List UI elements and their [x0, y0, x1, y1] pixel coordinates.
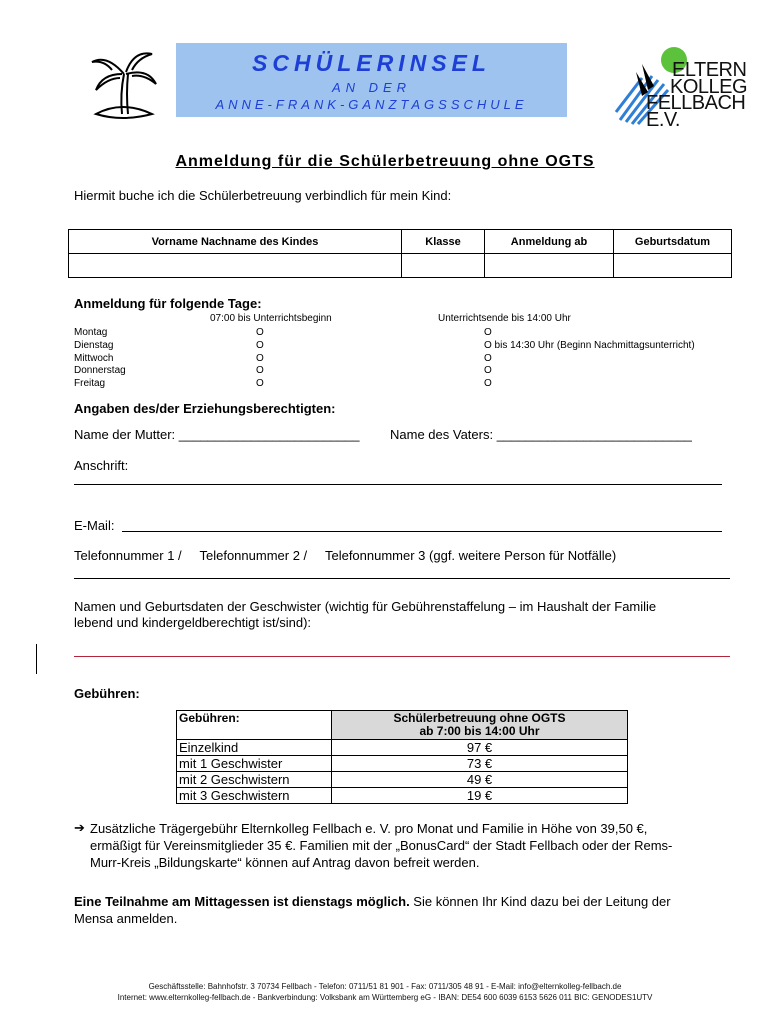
col1-header: 07:00 bis Unterrichtsbeginn [210, 313, 332, 324]
fee-label: mit 3 Geschwistern [177, 788, 332, 804]
col-class: Klasse [402, 230, 485, 254]
father-name-field[interactable]: Name des Vaters: ___________________________ [390, 427, 692, 442]
email-field[interactable] [122, 531, 722, 532]
morning-options [256, 327, 264, 391]
birthdate-field[interactable] [614, 254, 732, 278]
day-monday: Montag [74, 327, 108, 338]
lunch-note-rest: Sie können Ihr Kind dazu bei der Leitung der [409, 894, 671, 909]
fee-label: mit 2 Geschwistern [177, 772, 332, 788]
fees-col-header-2: ab 7:00 bis 14:00 Uhr [419, 724, 540, 738]
col-child-name: Vorname Nachname des Kindes [69, 230, 402, 254]
phone-field[interactable] [74, 578, 730, 579]
siblings-label-2: lebend und kindergeldberechtigt ist/sind): [74, 615, 312, 630]
day-thursday: Donnerstag [74, 365, 126, 377]
siblings-field[interactable] [74, 656, 730, 657]
org-logo-line3: FELLBACH E.V. [646, 92, 746, 131]
mother-name-field[interactable]: Name der Mutter: _________________________ [74, 427, 360, 442]
footer-line2: Internet: www.elternkolleg-fellbach.de - Bankverbindung: Volksbank am Württemberg eG - IBAN: DE54 600 6039 6153 5626 011 BIC: GENODES1UTV [117, 993, 653, 1002]
afternoon-checkbox-tuesday[interactable]: O bis 14:30 Uhr (Beginn Nachmittagsunterricht) [484, 339, 695, 351]
lunch-note-line2: Mensa anmelden. [74, 911, 178, 926]
header-school: ANNE-FRANK-GANZTAGSSCHULE [215, 97, 528, 112]
fee-note-line3: Murr-Kreis „Bildungskarte“ können auf Antrag davon befreit werden. [90, 855, 480, 870]
afternoon-checkbox[interactable]: O [484, 365, 492, 377]
table-row [177, 740, 628, 756]
fee-value: 73 € [332, 756, 628, 772]
fees-col-header-1: Schülerbetreuung ohne OGTS [393, 711, 566, 725]
arrow-icon: ➔ [74, 820, 85, 835]
intro-text: Hiermit buche ich die Schülerbetreuung verbindlich für mein Kind: [74, 188, 452, 203]
morning-checkbox[interactable]: O [256, 365, 264, 377]
morning-checkbox[interactable]: O [256, 339, 264, 351]
fee-value: 19 € [332, 788, 628, 804]
fee-label: mit 1 Geschwister [177, 756, 332, 772]
address-label: Anschrift: [74, 458, 129, 473]
footer-line1: Geschäftsstelle: Bahnhofstr. 3 70734 Fellbach - Telefon: 0711/51 81 901 - Fax: 0711/305 48 91 - E-Mail: info@elternkolleg-fellbach.de [148, 982, 622, 991]
afternoon-checkbox[interactable]: O [484, 378, 492, 390]
fee-note [90, 820, 672, 871]
day-wednesday: Mittwoch [74, 352, 114, 364]
table-row [177, 756, 628, 772]
fees-table [176, 710, 628, 804]
fee-note-line1: Zusätzliche Trägergebühr Elternkolleg Fellbach e. V. pro Monat und Familie in Höhe von 39,50 €, [90, 821, 648, 836]
palm-island-logo [82, 44, 162, 124]
org-logo-line1: ELTERN [672, 59, 747, 81]
fees-heading: Gebühren: [74, 686, 140, 701]
class-field[interactable] [402, 254, 485, 278]
days-heading: Anmeldung für folgende Tage: [74, 296, 262, 311]
header-title: SCHÜLERINSEL [252, 50, 491, 76]
morning-checkbox[interactable]: O [256, 378, 264, 390]
fee-value: 49 € [332, 772, 628, 788]
table-row [177, 788, 628, 804]
address-field[interactable] [74, 484, 722, 485]
afternoon-checkbox[interactable]: O [484, 327, 492, 338]
col2-header: Unterrichtsende bis 14:00 Uhr [438, 313, 571, 324]
email-label: E-Mail: [74, 518, 115, 533]
phone-label: Telefonnummer 1 / Telefonnummer 2 / Telefonnummer 3 (ggf. weitere Person für Notfälle) [74, 548, 617, 563]
table-row [177, 772, 628, 788]
org-logo-line2: KOLLEG [670, 76, 748, 98]
col-birthdate: Geburtsdatum [614, 230, 732, 254]
child-name-field[interactable] [69, 254, 402, 278]
morning-checkbox[interactable]: O [256, 327, 264, 338]
fees-col-header [332, 711, 628, 740]
siblings-label-1: Namen und Geburtsdaten der Geschwister (wichtig für Gebührenstaffelung – im Haushalt der Familie [74, 599, 657, 614]
page-title: Anmeldung für die Schülerbetreuung ohne OGTS [175, 153, 595, 170]
fee-value: 97 € [332, 740, 628, 756]
fees-table-label: Gebühren: [177, 711, 332, 740]
lunch-note [74, 893, 671, 927]
days-list [74, 327, 126, 391]
child-table [68, 229, 732, 278]
col-start: Anmeldung ab [485, 230, 614, 254]
lunch-note-bold: Eine Teilnahme am Mittagessen ist dienstags möglich. [74, 894, 410, 909]
afternoon-options [484, 327, 695, 391]
guardians-heading: Angaben des/der Erziehungsberechtigten: [74, 401, 336, 416]
morning-checkbox[interactable]: O [256, 352, 264, 364]
day-tuesday: Dienstag [74, 339, 114, 351]
fee-note-line2: ermäßigt für Vereinsmitglieder 35 €. Familien mit der „BonusCard“ der Stadt Fellbach oder der Rems- [90, 838, 673, 853]
day-friday: Freitag [74, 378, 106, 390]
afternoon-checkbox[interactable]: O [484, 352, 492, 364]
text-cursor [36, 644, 37, 674]
start-field[interactable] [485, 254, 614, 278]
header-subtitle: AN DER [331, 80, 412, 95]
fee-label: Einzelkind [177, 740, 332, 756]
